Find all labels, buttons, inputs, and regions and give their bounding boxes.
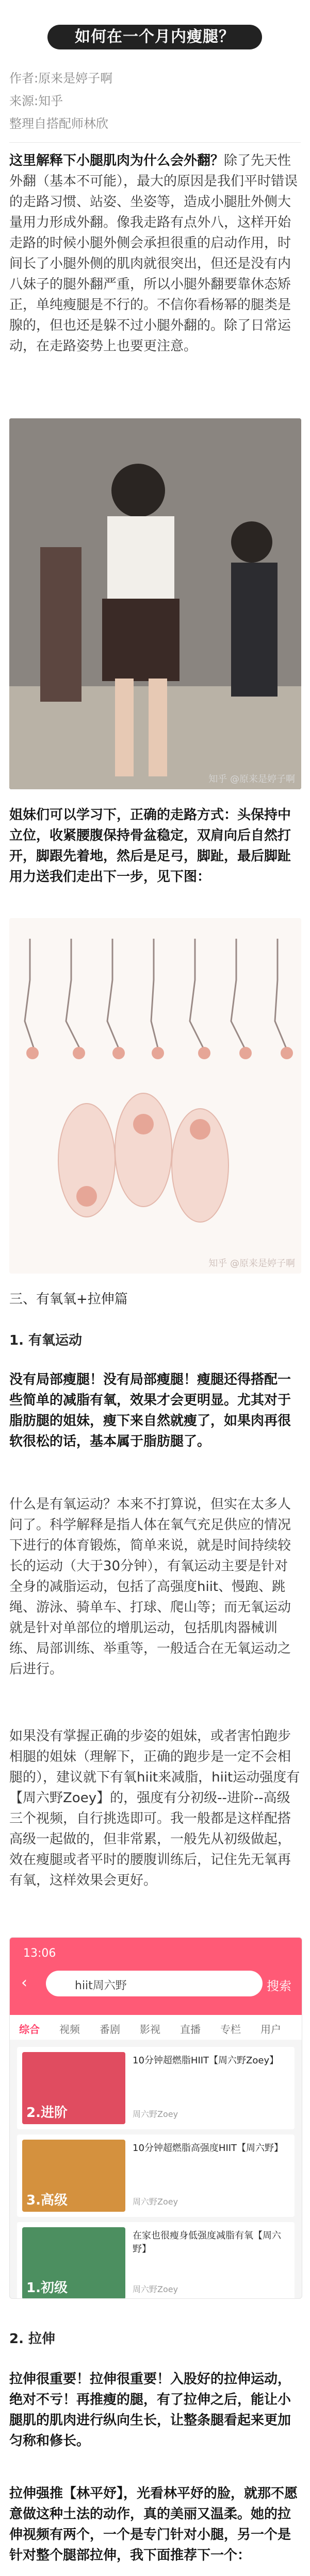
search-query: hiit周六野 xyxy=(75,1979,127,1992)
divider xyxy=(9,142,301,143)
video-thumbnail[interactable] xyxy=(22,2140,125,2212)
stretch-paragraph-2 xyxy=(9,2483,301,2566)
author-line: 作者:原来是婷子啊 xyxy=(9,71,113,86)
editor-line: 整理自搭配师林欣 xyxy=(9,116,108,131)
video-title[interactable]: 10分钟超燃脂高强度HIIT【周六野】 xyxy=(133,2143,284,2154)
street-photo xyxy=(9,418,301,789)
stretch-p2-text: 拉伸强推【林平妤】，光看林平妤的脸，就那不愿意做这种土法的动作，真的美丽又温柔。她的拉伸视频有两个，一个是专门针对小腿，另一个是针对整个腿部拉伸，我下面推荐下一个： xyxy=(9,2486,298,2563)
app-header xyxy=(10,1938,302,2015)
subsection-stretch: 2. 拉伸 xyxy=(9,2331,56,2347)
walking-paragraph xyxy=(9,805,301,887)
aerobic-p1-text: 没有局部瘦腿！没有局部瘦腿！瘦腿还得搭配一些简单的减脂有氧，效果才会更明显。尤其对于脂肪腿的姐妹，瘦下来自然就瘦了，如果肉再很软很松的话，基本属于脂肪腿了。 xyxy=(9,1372,291,1449)
photo-caption: 知乎 @原来是婷子啊 xyxy=(208,774,295,785)
video-title[interactable]: 在家也很瘦身低强度减脂有氧【周六野】 xyxy=(133,2230,281,2255)
source-line: 来源:知乎 xyxy=(9,94,63,108)
tab-film[interactable]: 影视 xyxy=(140,2023,160,2036)
thumb-label: 1.初级 xyxy=(26,2280,68,2296)
stretch-p1-text: 拉伸很重要！拉伸很重要！入股好的拉伸运动，绝对不亏！再推瘦的腿，有了拉伸之后，能让小腿肌的肌肉进行纵向生长，让整条腿看起来更加匀称和修长。 xyxy=(9,2371,291,2449)
tab-video[interactable]: 视频 xyxy=(59,2023,80,2036)
video-thumbnail[interactable] xyxy=(22,2052,125,2124)
intro-paragraph xyxy=(9,150,301,357)
title-banner xyxy=(47,25,262,49)
back-arrow-icon[interactable]: ‹ xyxy=(21,1974,27,1992)
aerobic-paragraph-2: 什么是有氧运动？本来不打算说，但实在太多人问了。科学解释是指人体在氧气充足供应的情况下进行的体育锻炼，简单来说，就是时间持续较长的运动（大于30分钟），有氧运动主要是针对全身的减脂运动，包括了高强度hiit、慢跑、跳绳、游泳、骑单车、打球、爬山等；而无氧运动就是针对单部位的增肌运动，包括肌肉器械训练、局部训练、举重等，一般适合在无氧运动之后进行。 xyxy=(9,1497,291,1677)
intro-bold: 这里解释下小腿肌肉为什么会外翻？ xyxy=(9,153,224,168)
list-item[interactable] xyxy=(17,2134,295,2217)
result-tabs xyxy=(10,2015,302,2040)
search-button[interactable]: 搜索 xyxy=(267,1979,291,1993)
list-item[interactable] xyxy=(17,2047,295,2129)
tab-live[interactable]: 直播 xyxy=(180,2023,201,2036)
app-screenshot xyxy=(9,1937,302,2299)
video-uploader: 周六野Zoey xyxy=(133,2109,178,2119)
aerobic-paragraph-3: 如果没有掌握正确的步姿的姐妹，或者害怕跑步相腿的姐妹（理解下，正确的跑步是一定不会相腿的），建议就下有氧hiit来减脂，hiit运动强度有【周六野Zoey】的，强度有分初级--进阶--高级三个视频，自行挑选即可。我一般都是这样配搭高级一起做的，但非常累，一般先从初级做起，效在瘦腿或者平时的腰腹训练后，记住先无氧再有氧，这样效果会更好。 xyxy=(9,1728,300,1888)
list-item[interactable] xyxy=(17,2222,295,2299)
video-title[interactable]: 10分钟超燃脂HIIT【周六野Zoey】 xyxy=(133,2055,279,2066)
subsection-aerobic: 1. 有氧运动 xyxy=(9,1333,83,1348)
status-time: 13:06 xyxy=(23,1947,56,1960)
gait-diagram xyxy=(9,918,301,1274)
search-input[interactable] xyxy=(46,1971,263,1996)
gait-figures xyxy=(9,918,301,1274)
video-uploader: 周六野Zoey xyxy=(133,2197,178,2207)
thumb-label: 2.进阶 xyxy=(26,2105,68,2121)
section-heading: 三、有氧氧+拉伸篇 xyxy=(9,1292,128,1307)
page-title: 如何在一个月内瘦腿？ xyxy=(75,28,235,46)
photo-figure xyxy=(9,418,301,789)
tab-bangumi[interactable]: 番剧 xyxy=(100,2023,120,2036)
stretch-paragraph-1 xyxy=(9,2369,301,2451)
video-thumbnail[interactable] xyxy=(22,2227,125,2299)
tab-column[interactable]: 专栏 xyxy=(220,2023,241,2036)
aerobic-paragraph-1 xyxy=(9,1369,301,1452)
tab-user[interactable]: 用户 xyxy=(260,2023,281,2036)
gait-caption: 知乎 @原来是婷子啊 xyxy=(208,1258,295,1269)
video-uploader: 周六野Zoey xyxy=(133,2284,178,2294)
intro-rest: 除了先天性外翻（基本不可能），最大的原因是我们平时错误的走路习惯、站姿、坐姿等，造成小腿肚外侧大量用力形成外翻。像我走路有点外八，这样开始走路的时候小腿外侧会承担很重的启动作用，时间长了小腿外侧的肌肉就很突出，但还是没有内八妹子的腿外翻严重，所以小腿外翻要靠休态矫正，单纯瘦腿是不行的。不信你看杨幂的腿类是腺的，但也还是躲不过小腿外翻的。除了日常运动，在走路姿势上也要更注意。 xyxy=(9,153,298,354)
walking-text: 姐妹们可以学习下，正确的走路方式：头保持中立位，收紧腰腹保持骨盆稳定，双肩向后自然打开，脚跟先着地，然后是足弓，脚趾，最后脚趾用力送我们走出下一步，见下图： xyxy=(9,807,291,885)
header xyxy=(0,0,310,77)
thumb-label: 3.高级 xyxy=(26,2193,68,2208)
tab-all[interactable]: 综合 xyxy=(19,2023,40,2036)
